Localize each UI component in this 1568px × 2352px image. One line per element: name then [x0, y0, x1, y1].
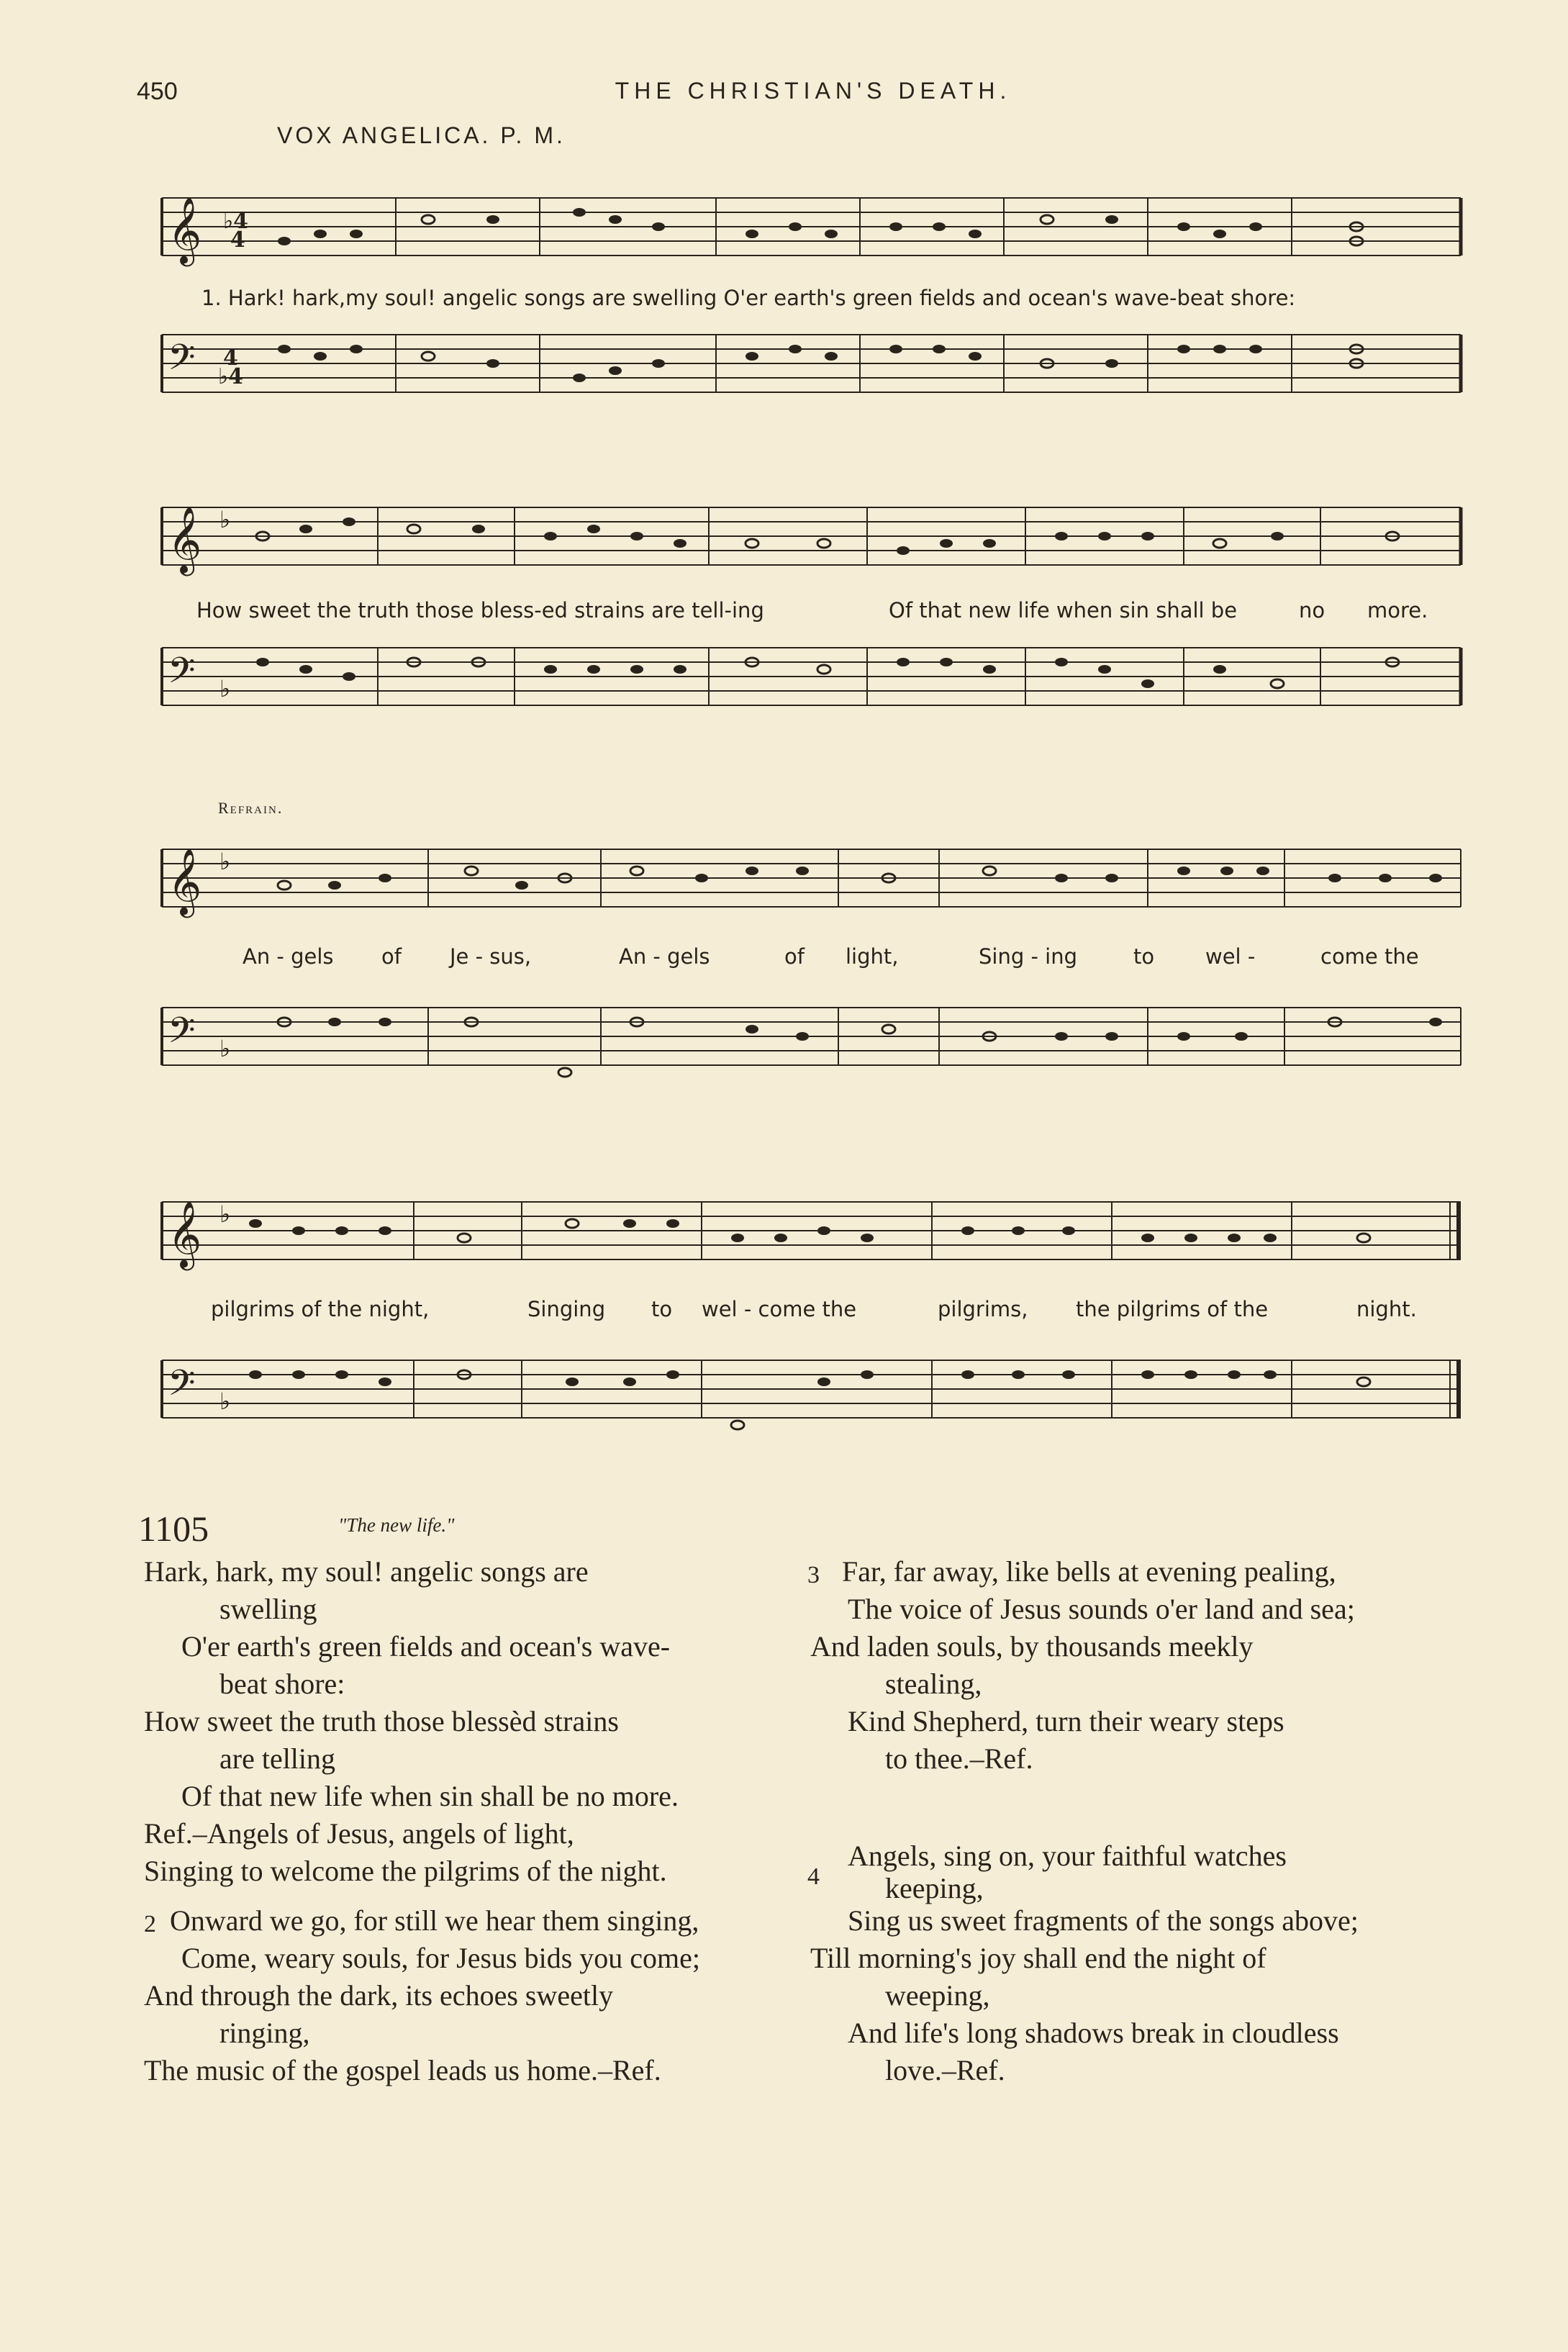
svg-text:4: 4	[230, 227, 245, 253]
verse-4-line: keeping,	[885, 1872, 984, 1904]
lyric-syllable: How sweet the truth those bless-ed strains are tell-ing	[196, 598, 764, 623]
verse-3-line: stealing,	[885, 1668, 982, 1700]
hymn-subtitle: "The new life."	[338, 1514, 455, 1536]
verse-3-line: And laden souls, by thousands meekly	[810, 1630, 1254, 1663]
bass-clef-icon: 𝄢	[168, 650, 196, 700]
score-system-3	[140, 799, 1468, 1123]
treble-staff	[140, 1180, 1468, 1288]
tune-name	[277, 122, 566, 149]
bass-clef-icon: 𝄢	[168, 337, 196, 387]
verse-4-line: Sing us sweet fragments of the songs above;	[848, 1904, 1359, 1937]
lyric-syllable: wel -	[1205, 944, 1256, 969]
verse-1-line: Hark, hark, my soul! angelic songs are	[144, 1555, 589, 1588]
verse-4-line: Angels, sing on, your faithful watches	[848, 1840, 1287, 1872]
verse-3-line: The voice of Jesus sounds o'er land and sea;	[848, 1593, 1355, 1625]
lyric-syllable: to	[651, 1297, 673, 1321]
verse-1-line: O'er earth's green fields and ocean's wave-	[181, 1630, 671, 1663]
lyric-syllable: pilgrims of the night,	[211, 1297, 430, 1321]
verse-4-line: love.–Ref.	[885, 2054, 1005, 2086]
verse-3-line: Far, far away, like bells at evening pealing,	[842, 1555, 1336, 1588]
lyric-syllable: more.	[1367, 598, 1428, 623]
svg-text:♭4: ♭4	[218, 364, 244, 389]
verse-1-line: swelling	[219, 1593, 317, 1625]
treble-clef-icon: 𝄞	[168, 196, 202, 263]
verse-1-line: How sweet the truth those blessèd strains	[144, 1705, 619, 1737]
lyric-syllable: Of that new life when sin shall be	[889, 598, 1238, 623]
verse-2-line: And through the dark, its echoes sweetly	[144, 1979, 614, 2012]
verse-3-number: 3	[807, 1562, 820, 1588]
bass-clef-icon: 𝄢	[168, 1010, 196, 1060]
svg-text:♭: ♭	[219, 1035, 231, 1062]
svg-text:♭: ♭	[219, 1388, 231, 1415]
treble-staff	[140, 828, 1468, 936]
verse-1-line: beat shore:	[219, 1668, 345, 1700]
bass-clef-icon: 𝄢	[168, 1362, 196, 1413]
verse-2-line: Come, weary souls, for Jesus bids you come;	[181, 1942, 701, 1974]
refrain-label: Refrain.	[218, 799, 284, 817]
svg-text:4: 4	[223, 345, 238, 371]
verse-2-line: The music of the gospel leads us home.–Ref.	[144, 2054, 661, 2086]
lyric-syllable: the pilgrims of the	[1076, 1297, 1269, 1321]
lyric-syllable: An - gels	[243, 944, 334, 969]
score-system-1	[140, 162, 1468, 450]
lyric-syllable: of	[784, 944, 805, 969]
score-system-2	[140, 471, 1468, 759]
running-head	[137, 78, 1490, 114]
verse-1-line: Of that new life when sin shall be no more.	[181, 1780, 679, 1812]
refrain-line: Ref.–Angels of Jesus, angels of light,	[144, 1817, 574, 1850]
lyric-syllable: An - gels	[619, 944, 710, 969]
verse-4-line: And life's long shadows break in cloudless	[848, 2017, 1339, 2049]
svg-text:♭: ♭	[219, 675, 231, 702]
treble-staff	[140, 486, 1468, 594]
lyric-syllable: night.	[1356, 1297, 1417, 1321]
treble-clef-icon: 𝄞	[168, 848, 202, 915]
bass-staff	[140, 986, 1468, 1094]
lyric-syllable: Singing	[527, 1297, 606, 1321]
lyric-syllable: of	[381, 944, 402, 969]
bass-staff	[140, 313, 1468, 421]
svg-text:♭: ♭	[219, 848, 231, 875]
verse-4-line: Till morning's joy shall end the night of	[810, 1942, 1266, 1974]
treble-clef-icon: 𝄞	[168, 506, 202, 573]
verse-3-line: to thee.–Ref.	[885, 1742, 1033, 1775]
score-system-4	[140, 1166, 1468, 1468]
bass-staff	[140, 1339, 1468, 1447]
verse-2-line: Onward we go, for still we hear them singing,	[170, 1904, 699, 1937]
lyric-syllable: light,	[846, 944, 899, 969]
lyric-syllable: no	[1299, 598, 1325, 623]
lyric-syllable: Je - sus,	[450, 944, 532, 969]
svg-text:♭: ♭	[219, 1200, 231, 1228]
treble-staff	[140, 176, 1468, 284]
verse-4-line: weeping,	[885, 1979, 990, 2012]
lyric-syllable: 1. Hark! hark,my soul! angelic songs are swelling O'er earth's green fields and ocean's wave-beat shore:	[201, 286, 1296, 310]
lyric-syllable: pilgrims,	[938, 1297, 1028, 1321]
page-number: 450	[137, 78, 178, 105]
hymn-number: 1105	[138, 1509, 209, 1549]
bass-staff	[140, 626, 1468, 734]
tune-meter: P. M.	[500, 122, 566, 148]
treble-clef-icon: 𝄞	[168, 1200, 202, 1267]
verse-4-number: 4	[807, 1863, 820, 1890]
lyric-syllable: Sing - ing	[979, 944, 1077, 969]
svg-text:♭4: ♭4	[223, 209, 249, 234]
lyric-syllable: come the	[1320, 944, 1419, 969]
tune-title: VOX ANGELICA.	[277, 122, 491, 148]
verse-3-line: Kind Shepherd, turn their weary steps	[848, 1705, 1284, 1737]
lyric-syllable: to	[1133, 944, 1155, 969]
verse-2-line: ringing,	[219, 2017, 310, 2049]
svg-text:♭: ♭	[219, 506, 231, 533]
lyric-syllable: wel - come the	[702, 1297, 857, 1321]
verse-1-line: are telling	[219, 1742, 336, 1775]
verse-2-number: 2	[144, 1911, 156, 1937]
section-title: THE CHRISTIAN'S DEATH.	[615, 78, 1012, 104]
refrain-line: Singing to welcome the pilgrims of the night.	[144, 1855, 667, 1887]
